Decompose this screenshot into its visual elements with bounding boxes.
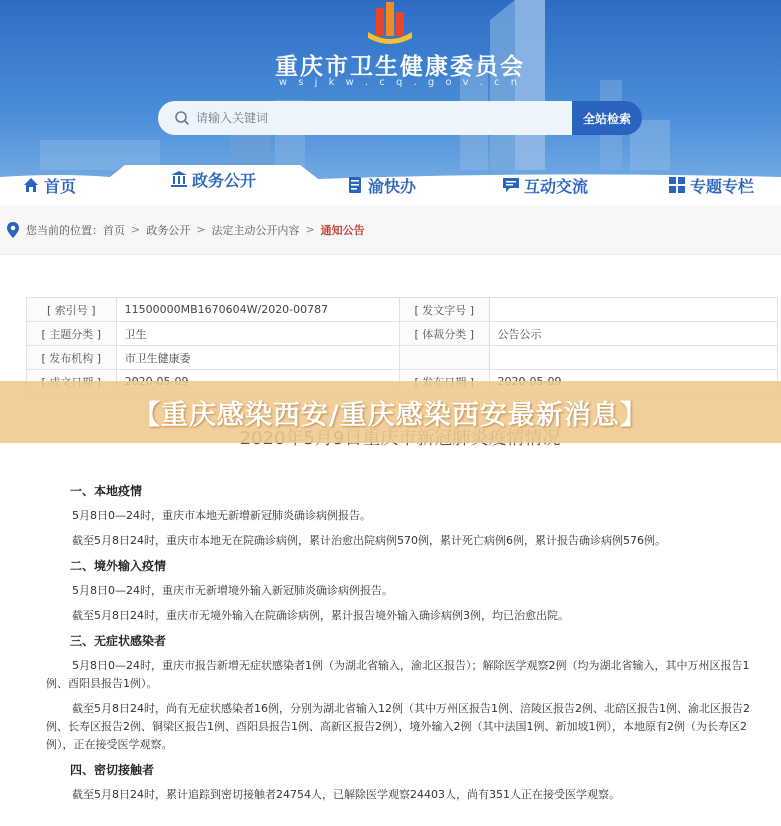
article-paragraph: 5月8日0—24时，重庆市报告新增无症状感染者1例（为湖北省输入，渝北区报告）；解除医学观察2例（均为湖北省输入，其中万州区报告1例、酉阳县报告1例）。: [46, 659, 750, 690]
chat-icon: [502, 176, 520, 194]
nav-item-label: 专题专栏: [690, 176, 755, 196]
breadcrumb-separator: >: [196, 223, 206, 236]
site-url: w s j k w . c q . g o v . c n: [278, 77, 522, 88]
nav-item-label: 首页: [44, 176, 77, 196]
info-value: [489, 346, 777, 370]
section-heading: 二、境外输入疫情: [70, 559, 167, 573]
nav-item-home[interactable]: [22, 171, 76, 199]
grid-icon: [668, 176, 686, 194]
breadcrumb-item-notices[interactable]: 通知公告: [320, 223, 365, 237]
info-value: [489, 298, 777, 322]
building-icon: [170, 170, 188, 188]
search-input[interactable]: [196, 111, 556, 125]
table-row: [27, 346, 778, 370]
breadcrumb-prefix: 您当前的位置：: [26, 223, 103, 237]
article-paragraph: 5月8日0—24时，重庆市无新增境外输入新冠肺炎确诊病例报告。: [72, 584, 393, 597]
document-info-table: [26, 297, 778, 394]
article-paragraph: 截至5月8日24时，尚有无症状感染者16例，分别为湖北省输入12例（其中万州区报告1例、涪陵区报告2例、北碚区报告1例、渝北区报告2例、长寿区报告2例、铜梁区报告1例、酉阳县报告1例、高新区报告2例），境外输入2例（其中法国1例、新加坡1例），本地原有2例（为长寿区2例），正在接受医学观察。: [46, 702, 750, 751]
breadcrumb-separator: >: [305, 223, 315, 236]
site-logo-icon: [364, 2, 416, 44]
table-row: [27, 298, 778, 322]
info-key: [ 发布机构 ]: [27, 346, 117, 370]
article-paragraph: 5月8日0—24时，重庆市本地无新增新冠肺炎确诊病例报告。: [72, 509, 371, 522]
search-button[interactable]: 全站检索: [572, 101, 642, 135]
info-key: [ 发文字号 ]: [399, 298, 489, 322]
site-title: 重庆市卫生健康委员会: [275, 54, 525, 80]
table-row: [27, 322, 778, 346]
nav-item-label: 互动交流: [524, 176, 589, 196]
headline-banner: [0, 381, 781, 443]
nav-item-government-affairs[interactable]: [170, 165, 256, 193]
article-paragraph: 截至5月8日24时，累计追踪到密切接触者24754人，已解除医学观察24403人，尚有351人正在接受医学观察。: [72, 788, 620, 801]
document-icon: [346, 176, 364, 194]
section-heading: 四、密切接触者: [70, 763, 155, 777]
section-heading: 三、无症状感染者: [70, 634, 167, 648]
search-box: [158, 101, 572, 135]
nav-item-yukuaiban[interactable]: [346, 171, 416, 199]
breadcrumb-item-statutory-disclosure[interactable]: 法定主动公开内容: [211, 223, 300, 237]
article-body: [46, 482, 752, 811]
headline-banner-text: 【重庆感染西安/重庆感染西安最新消息】: [133, 399, 648, 431]
info-value: 11500000MB1670604W/2020-00787: [116, 298, 399, 322]
search-icon: [174, 110, 190, 126]
nav-item-label: 渝快办: [368, 176, 417, 196]
home-icon: [22, 176, 40, 194]
info-value: 卫生: [116, 322, 399, 346]
info-key: [ 体裁分类 ]: [399, 322, 489, 346]
breadcrumb-separator: >: [131, 223, 141, 236]
section-heading: 一、本地疫情: [70, 484, 143, 498]
article-paragraph: 截至5月8日24时，重庆市无境外输入在院确诊病例，累计报告境外输入确诊病例3例，均已治愈出院。: [72, 609, 569, 622]
breadcrumb-item-home[interactable]: 首页: [103, 223, 125, 237]
info-value: 公告公示: [489, 322, 777, 346]
nav-item-label: 政务公开: [192, 170, 257, 190]
info-key: [ 主题分类 ]: [27, 322, 117, 346]
location-pin-icon: [6, 222, 20, 238]
nav-item-special-topics[interactable]: [668, 171, 754, 199]
info-key: [ 索引号 ]: [27, 298, 117, 322]
article-paragraph: 截至5月8日24时，重庆市本地无在院确诊病例，累计治愈出院病例570例，累计死亡病例6例，累计报告确诊病例576例。: [72, 534, 666, 547]
breadcrumb: [0, 205, 781, 255]
nav-item-interaction[interactable]: [502, 171, 588, 199]
info-key: [399, 346, 489, 370]
breadcrumb-item-government-affairs[interactable]: 政务公开: [146, 223, 191, 237]
main-nav: [0, 163, 781, 205]
info-value: 市卫生健康委: [116, 346, 399, 370]
